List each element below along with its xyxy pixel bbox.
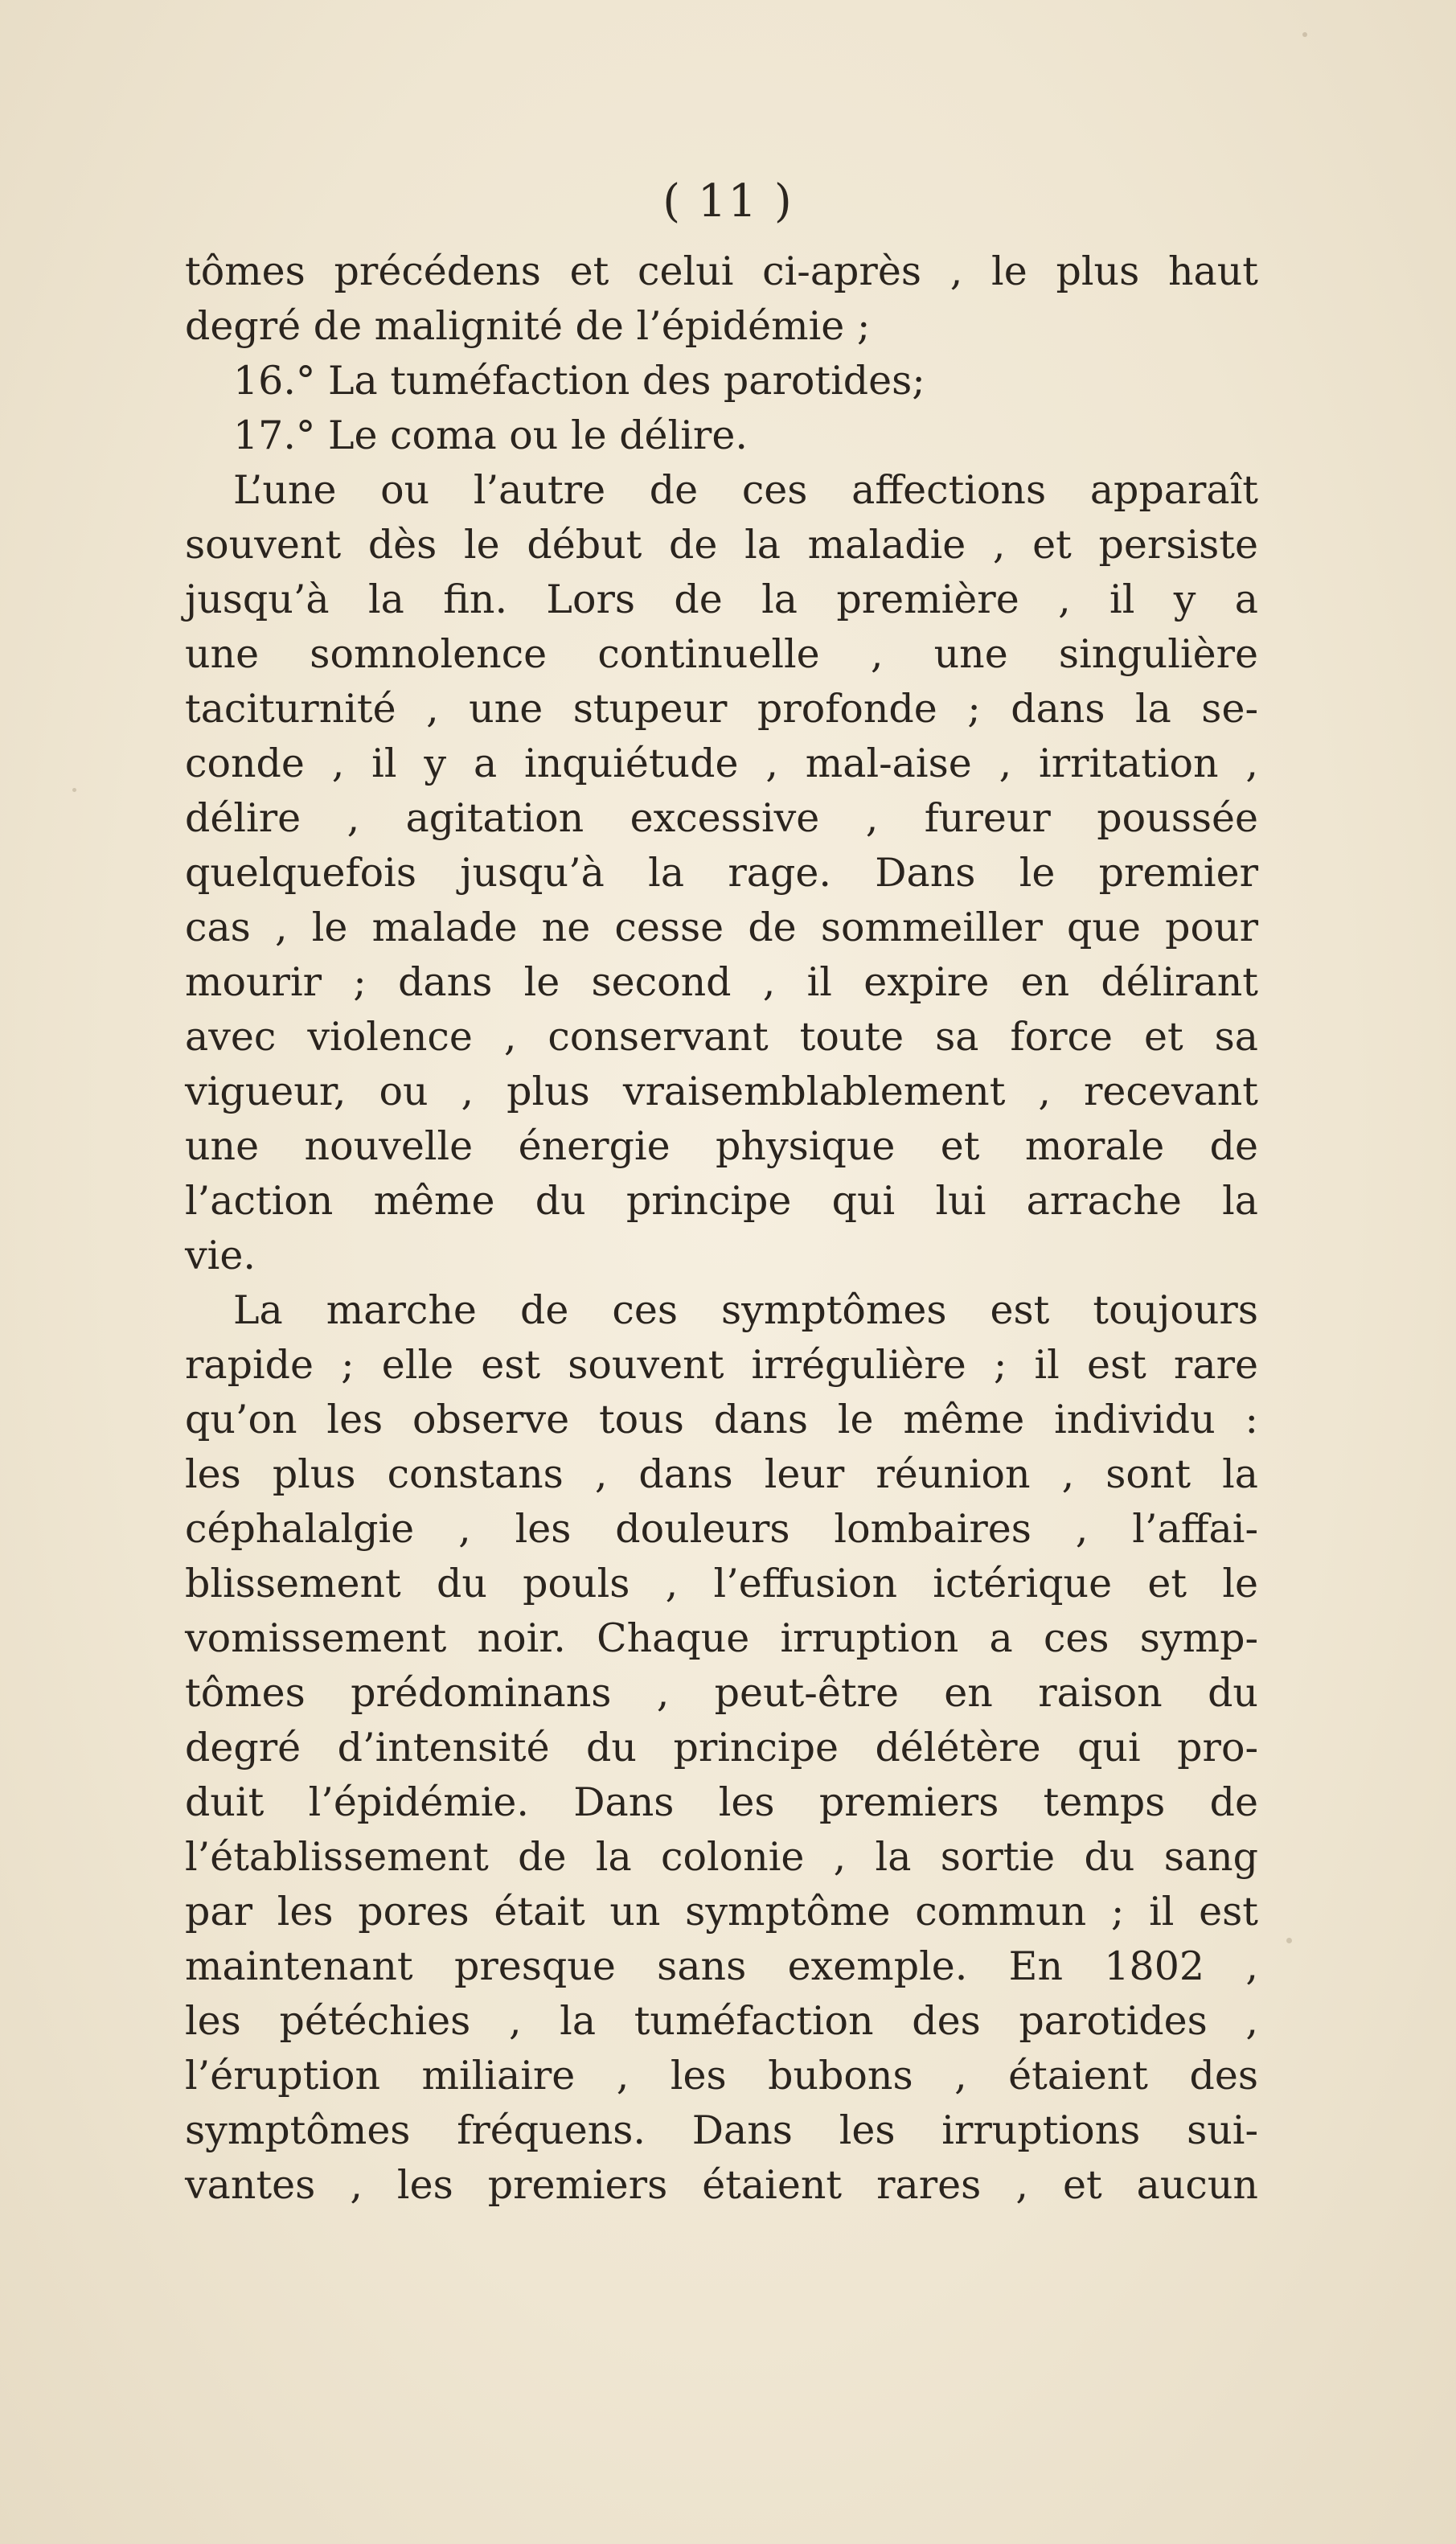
text-line: céphalalgie , les douleurs lombaires , l’affai-	[185, 1506, 1258, 1552]
text-line: mourir ; dans le second , il expire en délirant	[185, 959, 1258, 1005]
text-line: rapide ; elle est souvent irrégulière ; il est rare	[185, 1342, 1258, 1388]
text-line: La marche de ces symptômes est toujours	[233, 1287, 1258, 1333]
text-line: les plus constans , dans leur réunion , sont la	[185, 1451, 1258, 1497]
text-line: blissement du pouls , l’effusion ictérique et le	[185, 1561, 1258, 1606]
paper-speck	[1286, 1938, 1292, 1943]
text-line: quelquefois jusqu’à la rage. Dans le premier	[185, 850, 1258, 896]
text-line: 17.° Le coma ou le délire.	[233, 412, 748, 458]
text-line: une nouvelle énergie physique et morale de	[185, 1123, 1258, 1169]
text-line: vigueur, ou , plus vraisemblablement , recevant	[185, 1069, 1258, 1114]
text-line: par les pores était un symptôme commun ; il est	[185, 1889, 1258, 1935]
text-line: degré d’intensité du principe délétère qui pro-	[185, 1725, 1258, 1771]
text-line: symptômes fréquens. Dans les irruptions sui-	[185, 2107, 1258, 2153]
text-line: vie.	[185, 1233, 256, 1278]
text-line: les pétéchies , la tuméfaction des parotides ,	[185, 1998, 1258, 2044]
page-number: ( 11 )	[662, 175, 794, 228]
text-line: duit l’épidémie. Dans les premiers temps de	[185, 1779, 1258, 1825]
paper-speck	[1302, 32, 1307, 37]
text-line: maintenant presque sans exemple. En 1802 ,	[185, 1943, 1258, 1989]
text-line: tômes prédominans , peut-être en raison du	[185, 1670, 1258, 1716]
text-line: conde , il y a inquiétude , mal-aise , irritation ,	[185, 741, 1258, 786]
text-line: l’action même du principe qui lui arrache la	[185, 1178, 1258, 1224]
text-line: souvent dès le début de la maladie , et persiste	[185, 522, 1258, 568]
text-line: qu’on les observe tous dans le même individu :	[185, 1397, 1258, 1442]
paper-speck	[72, 788, 76, 792]
text-line: l’établissement de la colonie , la sortie du sang	[185, 1834, 1258, 1880]
text-line: une somnolence continuelle , une singulière	[185, 631, 1258, 677]
text-line: taciturnité , une stupeur profonde ; dans la se-	[185, 686, 1258, 732]
text-line: 16.° La tuméfaction des parotides;	[233, 358, 925, 404]
text-line: vantes , les premiers étaient rares , et aucun	[185, 2162, 1258, 2208]
text-line: tômes précédens et celui ci-après , le plus haut	[185, 248, 1258, 294]
text-line: avec violence , conservant toute sa force et sa	[185, 1014, 1258, 1060]
text-line: jusqu’à la fin. Lors de la première , il y a	[185, 577, 1258, 622]
text-line: l’éruption miliaire , les bubons , étaient des	[185, 2053, 1258, 2099]
text-line: cas , le malade ne cesse de sommeiller que pour	[185, 905, 1258, 950]
text-line: degré de malignité de l’épidémie ;	[185, 303, 871, 349]
text-line: L’une ou l’autre de ces affections apparaît	[233, 467, 1258, 513]
text-line: vomissement noir. Chaque irruption a ces symp-	[185, 1615, 1258, 1661]
text-line: délire , agitation excessive , fureur poussée	[185, 795, 1258, 841]
